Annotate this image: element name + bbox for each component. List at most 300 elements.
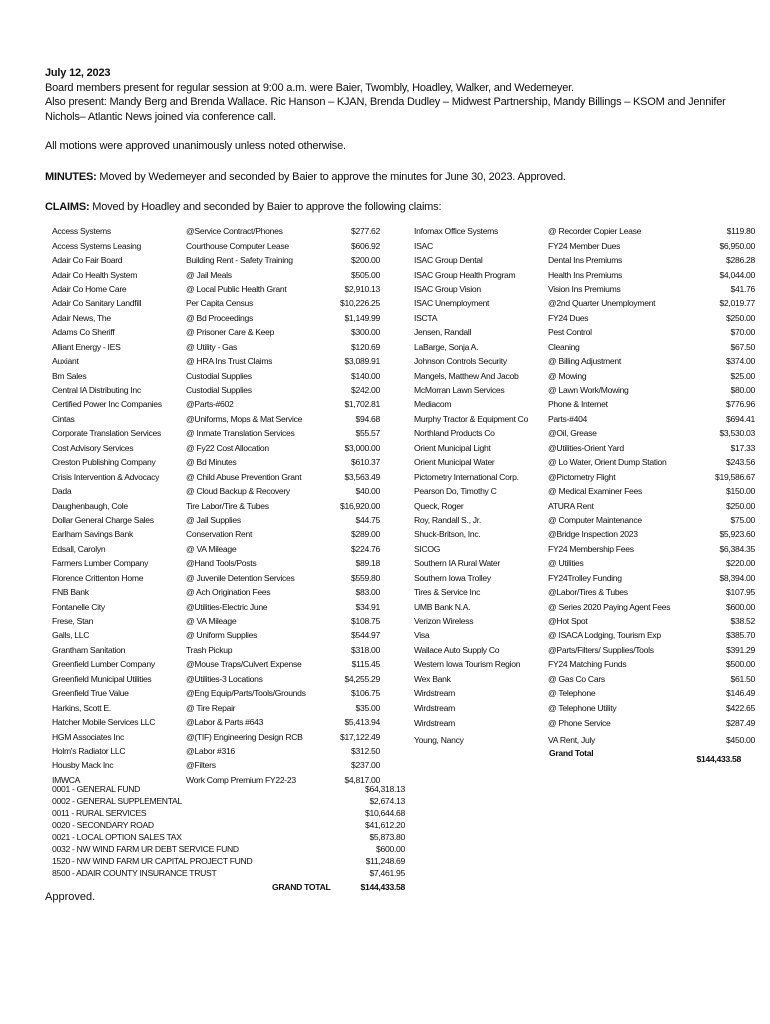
- claim-row: [52, 397, 380, 411]
- claim-description: @ Tire Repair: [186, 702, 236, 713]
- claim-row: [52, 614, 380, 628]
- claim-vendor: Access Systems Leasing: [52, 240, 141, 251]
- claim-description: @ ISACA Lodging, Tourism Exp: [548, 630, 661, 641]
- claim-description: FY24 Member Dues: [548, 240, 621, 251]
- claim-row: [52, 513, 380, 527]
- claim-vendor: Creston Publishing Company: [52, 457, 156, 468]
- claim-vendor: SICOG: [414, 543, 441, 554]
- claim-row: [414, 556, 755, 570]
- claim-vendor: Greenfield Lumber Company: [52, 659, 155, 670]
- claim-amount: $106.75: [351, 688, 380, 699]
- claim-amount: $250.00: [726, 500, 755, 511]
- claim-description: @ Gas Co Cars: [548, 673, 605, 684]
- claim-amount: $120.69: [351, 341, 380, 352]
- claim-row: [52, 368, 380, 382]
- claim-amount: $4,044.00: [719, 269, 755, 280]
- claim-row: [52, 542, 380, 556]
- claim-row: [52, 469, 380, 483]
- fund-name: 0032 - NW WIND FARM UR DEBT SERVICE FUND: [52, 844, 239, 854]
- claim-description: Pest Control: [548, 327, 592, 338]
- claim-description: @ Ach Origination Fees: [186, 587, 271, 598]
- claim-vendor: ISAC Group Vision: [414, 283, 481, 294]
- claim-description: @Utilities-Electric June: [186, 601, 268, 612]
- claim-amount: $119.80: [726, 226, 755, 237]
- fund-amount: $7,461.95: [369, 868, 405, 878]
- claim-amount: $75.00: [730, 514, 755, 525]
- claim-vendor: Greenfield True Value: [52, 688, 129, 699]
- claim-row: [414, 527, 755, 541]
- claim-vendor: Pictometry International Corp.: [414, 471, 519, 482]
- claim-row: [414, 340, 755, 354]
- claim-row: [52, 672, 380, 686]
- claim-row: [414, 657, 755, 671]
- claim-description: @ Prisoner Care & Keep: [186, 327, 275, 338]
- claim-description: Health Ins Premiums: [548, 269, 623, 280]
- claim-row: [414, 498, 755, 512]
- fund-amount: $41,612.20: [364, 820, 405, 830]
- claim-amount: $108.75: [351, 616, 380, 627]
- claim-vendor: McMorran Lawn Services: [414, 385, 505, 396]
- claim-vendor: Bm Sales: [52, 370, 87, 381]
- claim-row: [52, 282, 380, 296]
- claim-vendor: Roy, Randall S., Jr.: [414, 514, 481, 525]
- fund-amount: $600.00: [376, 844, 405, 854]
- claim-row: [52, 426, 380, 440]
- claim-vendor: Auxiant: [52, 356, 79, 367]
- claim-row: [414, 585, 755, 599]
- claim-row: [52, 484, 380, 498]
- claim-amount: $10,226.25: [339, 298, 380, 309]
- claim-amount: $1,149.99: [344, 312, 380, 323]
- claim-description: Conservation Rent: [186, 529, 253, 540]
- claim-row: [414, 469, 755, 483]
- claim-vendor: Earlham Savings Bank: [52, 529, 133, 540]
- claim-amount: $2,019.77: [719, 298, 755, 309]
- claim-amount: $107.95: [726, 587, 755, 598]
- claim-amount: $140.00: [351, 370, 380, 381]
- claim-description: @Labor & Parts #643: [186, 717, 264, 728]
- fund-row: [52, 808, 405, 820]
- claim-vendor: Housby Mack Inc: [52, 760, 114, 771]
- claim-vendor: Cintas: [52, 413, 75, 424]
- claim-amount: $200.00: [351, 255, 380, 266]
- claim-amount: $5,923.60: [719, 529, 755, 540]
- claim-amount: $318.00: [351, 644, 380, 655]
- claim-row: [52, 412, 380, 426]
- claim-vendor: ISAC: [414, 240, 433, 251]
- claim-vendor: Florence Crittenton Home: [52, 572, 144, 583]
- claim-vendor: Adair News, The: [52, 312, 111, 323]
- claim-amount: $2,910.13: [344, 283, 380, 294]
- claim-vendor: Greenfield Municipal Utilities: [52, 673, 152, 684]
- claim-description: FY24 Membership Fees: [548, 543, 634, 554]
- claim-amount: $242.00: [351, 385, 380, 396]
- session-header: [45, 66, 745, 124]
- claim-description: @ Bd Proceedings: [186, 312, 253, 323]
- claim-vendor: Hatcher Mobile Services LLC: [52, 717, 156, 728]
- claim-vendor: IMWCA: [52, 774, 81, 785]
- claim-amount: $300.00: [351, 327, 380, 338]
- claim-row: [52, 340, 380, 354]
- claim-vendor: Central IA Distributing Inc: [52, 385, 141, 396]
- claim-vendor: Cost Advisory Services: [52, 442, 134, 453]
- fund-name: 0002 - GENERAL SUPPLEMENTAL: [52, 796, 182, 806]
- claim-row: [52, 354, 380, 368]
- claim-description: @Uniforms, Mops & Mat Service: [186, 413, 303, 424]
- fund-row: [52, 844, 405, 856]
- claim-description: @ Fy22 Cost Allocation: [186, 442, 269, 453]
- claim-vendor: Southern Iowa Trolley: [414, 572, 491, 583]
- claim-amount: $289.00: [351, 529, 380, 540]
- claim-description: ATURA Rent: [548, 500, 594, 511]
- claim-description: @ Juvenile Detention Services: [186, 572, 295, 583]
- claim-row: [414, 484, 755, 498]
- claim-vendor: Harkins, Scott E.: [52, 702, 111, 713]
- claim-vendor: Adair Co Fair Board: [52, 255, 123, 266]
- claim-vendor: Access Systems: [52, 226, 111, 237]
- claim-amount: $3,563.49: [344, 471, 380, 482]
- claim-description: Vision Ins Premiums: [548, 283, 621, 294]
- claim-row: [52, 686, 380, 700]
- claim-row: [52, 267, 380, 281]
- claim-description: @Filters: [186, 760, 216, 771]
- claims-table-right: [414, 224, 755, 749]
- claim-row: [414, 224, 755, 238]
- claim-amount: $83.00: [355, 587, 380, 598]
- claim-amount: $776.96: [726, 399, 755, 410]
- claim-description: @Mouse Traps/Culvert Expense: [186, 659, 302, 670]
- claim-row: [414, 542, 755, 556]
- claim-vendor: Galls, LLC: [52, 630, 90, 641]
- claims-paragraph: [45, 200, 745, 215]
- minutes-label: MINUTES:: [45, 171, 97, 183]
- claim-description: @ Telephone Utility: [548, 702, 617, 713]
- claim-amount: $34.91: [355, 601, 380, 612]
- claim-vendor: Fontanelle City: [52, 601, 105, 612]
- fund-row: [52, 784, 405, 796]
- claim-vendor: Johnson Controls Security: [414, 356, 507, 367]
- claim-description: @Labor #316: [186, 745, 235, 756]
- claim-vendor: Visa: [414, 630, 430, 641]
- claims-label: CLAIMS:: [45, 201, 90, 213]
- claim-vendor: Wallace Auto Supply Co: [414, 644, 500, 655]
- claim-row: [414, 325, 755, 339]
- claim-description: @ Child Abuse Prevention Grant: [186, 471, 302, 482]
- claim-amount: $422.65: [726, 702, 755, 713]
- claim-amount: $89.18: [355, 558, 380, 569]
- claim-amount: $35.00: [355, 702, 380, 713]
- claim-vendor: Infomax Office Systems: [414, 226, 498, 237]
- fund-total-row: [52, 882, 405, 894]
- claim-description: @Labor/Tires & Tubes: [548, 587, 628, 598]
- claim-row: [52, 657, 380, 671]
- claim-vendor: Adams Co Sheriff: [52, 327, 115, 338]
- meeting-date: July 12, 2023: [45, 67, 111, 79]
- claim-description: @ Inmate Translation Services: [186, 428, 295, 439]
- claim-amount: $80.00: [730, 385, 755, 396]
- claim-row: [414, 238, 755, 252]
- claim-row: [414, 628, 755, 642]
- claim-amount: $600.00: [726, 601, 755, 612]
- claim-vendor: Holm's Radiator LLC: [52, 745, 126, 756]
- claim-amount: $694.41: [726, 413, 755, 424]
- fund-total-label: GRAND TOTAL: [272, 882, 331, 892]
- claim-description: @ Billing Adjustment: [548, 356, 621, 367]
- claim-description: @ Jail Supplies: [186, 514, 241, 525]
- claim-amount: $220.00: [726, 558, 755, 569]
- claim-description: @ VA Mileage: [186, 543, 237, 554]
- fund-name: 1520 - NW WIND FARM UR CAPITAL PROJECT FUND: [52, 856, 253, 866]
- claim-vendor: Queck, Roger: [414, 500, 464, 511]
- claim-amount: $243.56: [726, 457, 755, 468]
- claim-description: Per Capita Census: [186, 298, 254, 309]
- claim-amount: $3,000.00: [344, 442, 380, 453]
- fund-row: [52, 820, 405, 832]
- claim-description: Custodial Supplies: [186, 385, 252, 396]
- claim-row: [414, 426, 755, 440]
- claim-row: [52, 556, 380, 570]
- claim-description: @ Bd Minutes: [186, 457, 237, 468]
- claim-vendor: Wirdstream: [414, 718, 455, 729]
- claim-description: Work Comp Premium FY22-23: [186, 774, 296, 785]
- claim-description: Cleaning: [548, 341, 580, 352]
- fund-amount: $64,318.13: [364, 784, 405, 794]
- claim-vendor: Northland Products Co: [414, 428, 495, 439]
- claim-amount: $8,394.00: [719, 572, 755, 583]
- claim-amount: $610.37: [351, 457, 380, 468]
- claim-row: [52, 238, 380, 252]
- claim-description: Custodial Supplies: [186, 370, 252, 381]
- claim-vendor: Shuck-Britson, Inc.: [414, 529, 481, 540]
- claim-vendor: Verizon Wireless: [414, 616, 474, 627]
- claim-vendor: Frese, Stan: [52, 616, 94, 627]
- claim-row: [52, 599, 380, 613]
- claim-amount: $312.50: [351, 745, 380, 756]
- claim-description: @Utilities-Orient Yard: [548, 442, 624, 453]
- claim-vendor: LaBarge, Sonja A.: [414, 341, 479, 352]
- claim-amount: $391.29: [726, 644, 755, 655]
- claim-amount: $150.00: [726, 486, 755, 497]
- claim-amount: $224.76: [351, 543, 380, 554]
- claim-description: FY24 Dues: [548, 312, 589, 323]
- claim-vendor: Southern IA Rural Water: [414, 558, 500, 569]
- claim-vendor: Adair Co Sanitary Landfill: [52, 298, 142, 309]
- claim-description: Dental Ins Premiums: [548, 255, 623, 266]
- claim-amount: $374.00: [726, 356, 755, 367]
- claim-row: [52, 325, 380, 339]
- claim-vendor: UMB Bank N.A.: [414, 601, 471, 612]
- claim-row: [414, 253, 755, 267]
- claim-vendor: FNB Bank: [52, 587, 89, 598]
- claim-description: VA Rent, July: [548, 735, 596, 746]
- fund-name: 0001 - GENERAL FUND: [52, 784, 141, 794]
- claim-description: @Parts-#602: [186, 399, 234, 410]
- claim-description: Tire Labor/Tire & Tubes: [186, 500, 269, 511]
- claim-description: @Pictometry Flight: [548, 471, 616, 482]
- claim-row: [414, 455, 755, 469]
- claim-row: [414, 441, 755, 455]
- claim-amount: $277.62: [351, 226, 380, 237]
- claim-vendor: Western Iowa Tourism Region: [414, 659, 521, 670]
- claim-description: @ Utilities: [548, 558, 584, 569]
- fund-total-value: $144,433.58: [360, 882, 405, 892]
- claim-description: @ Medical Examiner Fees: [548, 486, 643, 497]
- claim-amount: $544.97: [351, 630, 380, 641]
- fund-row: [52, 856, 405, 868]
- claim-row: [414, 412, 755, 426]
- claim-row: [414, 571, 755, 585]
- claim-description: @Eng Equip/Parts/Tools/Grounds: [186, 688, 306, 699]
- claim-row: [414, 599, 755, 613]
- claim-row: [414, 643, 755, 657]
- claim-description: @ Uniform Supplies: [186, 630, 258, 641]
- claim-row: [414, 354, 755, 368]
- claim-vendor: Orient Municipal Water: [414, 457, 495, 468]
- claim-vendor: Pearson Do, Timothy C: [414, 486, 497, 497]
- claim-row: [414, 700, 755, 714]
- claim-vendor: Wex Bank: [414, 673, 451, 684]
- fund-amount: $10,644.68: [364, 808, 405, 818]
- claim-amount: $25.00: [730, 370, 755, 381]
- claim-vendor: Wirdstream: [414, 702, 455, 713]
- claim-vendor: HGM Associates Inc: [52, 731, 124, 742]
- claim-vendor: ISAC Group Health Program: [414, 269, 516, 280]
- claim-amount: $38.52: [730, 616, 755, 627]
- claim-amount: $67.50: [730, 341, 755, 352]
- claim-vendor: ISAC Unemployment: [414, 298, 490, 309]
- claim-row: [52, 628, 380, 642]
- fund-name: 8500 - ADAIR COUNTY INSURANCE TRUST: [52, 868, 217, 878]
- claim-row: [52, 296, 380, 310]
- claim-vendor: Adair Co Home Care: [52, 283, 127, 294]
- claim-row: [52, 498, 380, 512]
- claim-amount: $16,920.00: [339, 500, 380, 511]
- claim-description: @Oil, Grease: [548, 428, 597, 439]
- claim-description: @ Jail Meals: [186, 269, 232, 280]
- claim-vendor: Murphy Tractor & Equipment Co: [414, 413, 529, 424]
- claim-amount: $450.00: [726, 735, 755, 746]
- claim-amount: $146.49: [726, 688, 755, 699]
- claim-amount: $4,817.00: [344, 774, 380, 785]
- claim-amount: $55.57: [355, 428, 380, 439]
- claim-description: Phone & Internet: [548, 399, 608, 410]
- claim-row: [414, 732, 755, 749]
- claim-description: Courthouse Computer Lease: [186, 240, 289, 251]
- claim-amount: $5,413.94: [344, 717, 380, 728]
- claim-description: @2nd Quarter Unemployment: [548, 298, 656, 309]
- claim-vendor: Edsall, Carolyn: [52, 543, 106, 554]
- claim-description: @ Phone Service: [548, 718, 611, 729]
- claim-amount: $115.45: [351, 659, 380, 670]
- claim-amount: $3,530.03: [719, 428, 755, 439]
- claim-row: [414, 311, 755, 325]
- fund-amount: $11,248.69: [365, 856, 405, 866]
- fund-row: [52, 868, 405, 880]
- claim-vendor: Daughenbaugh, Cole: [52, 500, 128, 511]
- claim-description: @Utilities-3 Locations: [186, 673, 263, 684]
- claim-vendor: Tires & Service Inc: [414, 587, 481, 598]
- claim-description: @Service Contract/Phones: [186, 226, 283, 237]
- fund-row: [52, 832, 405, 844]
- claim-row: [414, 715, 755, 732]
- claim-description: @ Series 2020 Paying Agent Fees: [548, 601, 671, 612]
- claim-description: @ Telephone: [548, 688, 596, 699]
- claim-amount: $6,950.00: [719, 240, 755, 251]
- board-members-line: Board members present for regular session at 9:00 a.m. were Baier, Twombly, Hoadley, Walker, and Wedemeyer.: [45, 81, 574, 94]
- claim-vendor: Mangels, Matthew And Jacob: [414, 370, 519, 381]
- claim-amount: $286.28: [726, 255, 755, 266]
- claim-row: [414, 282, 755, 296]
- approved-note: Approved.: [45, 891, 96, 903]
- claim-amount: $6,384.35: [719, 543, 755, 554]
- claim-amount: $505.00: [351, 269, 380, 280]
- claim-row: [52, 729, 380, 743]
- claim-vendor: Certified Power Inc Companies: [52, 399, 162, 410]
- claim-description: @ VA Mileage: [186, 616, 237, 627]
- also-present-line: Also present: Mandy Berg and Brenda Wallace. Ric Hanson – KJAN, Brenda Dudley – Midwest Partnership, Mandy Billings – KSOM and Jennifer: [45, 96, 726, 108]
- claim-amount: $4,255.29: [344, 673, 380, 684]
- claim-vendor: Wirdstream: [414, 688, 455, 699]
- claim-vendor: Corporate Translation Services: [52, 428, 161, 439]
- claim-row: [52, 744, 380, 758]
- grand-total-label: Grand Total: [549, 748, 594, 758]
- claim-row: [414, 296, 755, 310]
- claim-row: [52, 253, 380, 267]
- grand-total-value: $144,433.58: [696, 754, 741, 764]
- claim-amount: $385.70: [726, 630, 755, 641]
- claim-row: [414, 672, 755, 686]
- claim-row: [52, 758, 380, 772]
- claim-vendor: Crisis Intervention & Advocacy: [52, 471, 160, 482]
- claim-description: FY24 Matching Funds: [548, 659, 627, 670]
- claim-description: @Hand Tools/Posts: [186, 558, 257, 569]
- claim-description: @ Lawn Work/Mowing: [548, 385, 629, 396]
- claim-description: @ HRA Ins Trust Claims: [186, 356, 273, 367]
- claim-description: @Parts/Filters/ Supplies/Tools: [548, 644, 654, 655]
- claim-amount: $61.50: [730, 673, 755, 684]
- fund-name: 0020 - SECONDARY ROAD: [52, 820, 154, 830]
- conference-call-line: Nichols– Atlantic News joined via conference call.: [45, 110, 276, 123]
- claim-amount: $3,089.91: [344, 356, 380, 367]
- claim-amount: $250.00: [726, 312, 755, 323]
- claim-amount: $40.00: [355, 486, 380, 497]
- claim-description: @Bridge Inspection 2023: [548, 529, 638, 540]
- claim-row: [52, 383, 380, 397]
- claims-table-left: [52, 224, 380, 787]
- claim-row: [52, 715, 380, 729]
- fund-name: 0011 - RURAL SERVICES: [52, 808, 147, 818]
- claim-amount: $237.00: [351, 760, 380, 771]
- claim-amount: $94.68: [355, 413, 380, 424]
- claim-row: [414, 513, 755, 527]
- claim-row: [52, 224, 380, 238]
- motions-note: All motions were approved unanimously unless noted otherwise.: [45, 140, 346, 152]
- claim-description: @ Utility - Gas: [186, 341, 238, 352]
- fund-row: [52, 796, 405, 808]
- claim-vendor: Orient Municipal Light: [414, 442, 491, 453]
- claim-description: @(TIF) Engineering Design RCB: [186, 731, 303, 742]
- claim-amount: $70.00: [730, 327, 755, 338]
- claim-vendor: Grantham Sanitation: [52, 644, 126, 655]
- claim-amount: $559.80: [351, 572, 380, 583]
- claim-amount: $17.33: [730, 442, 755, 453]
- claims-text: Moved by Hoadley and seconded by Baier to approve the following claims:: [89, 201, 442, 213]
- claim-row: [414, 383, 755, 397]
- claim-row: [52, 527, 380, 541]
- claim-amount: $500.00: [726, 659, 755, 670]
- claim-row: [52, 585, 380, 599]
- claim-amount: $606.92: [351, 240, 380, 251]
